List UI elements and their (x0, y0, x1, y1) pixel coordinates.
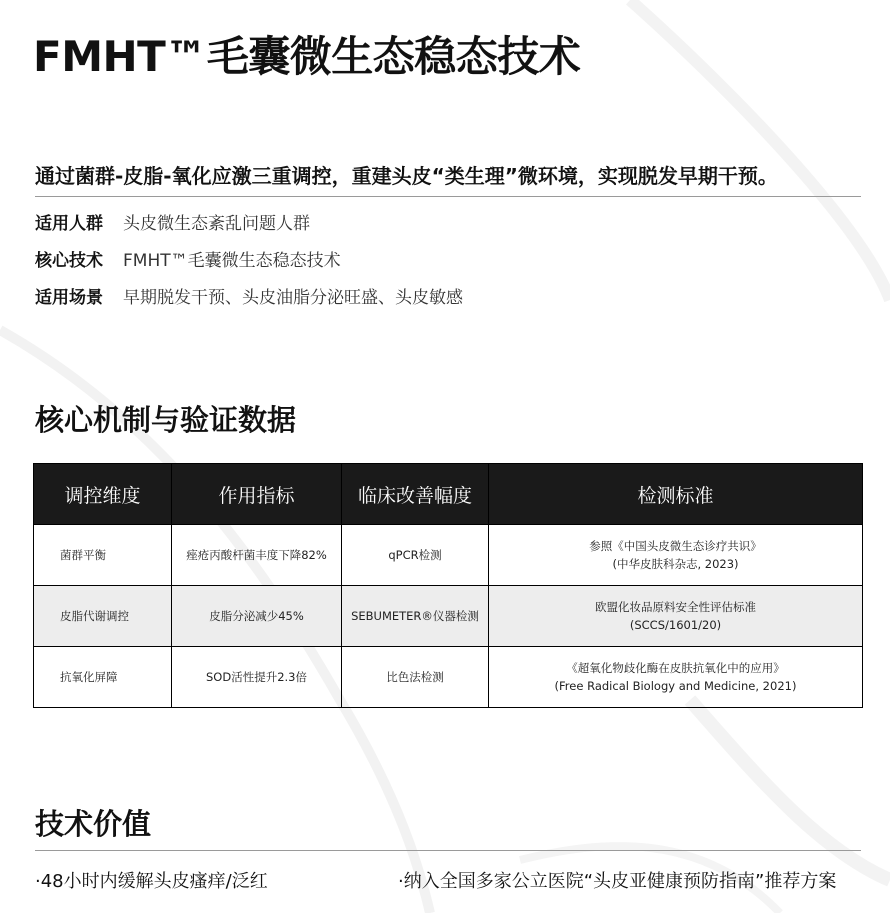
info-value: 头皮微生态紊乱问题人群 (123, 214, 310, 234)
table-row (34, 586, 863, 647)
info-value: FMHT™毛囊微生态稳态技术 (123, 251, 341, 271)
dimension-cell: 菌群平衡 (34, 525, 172, 586)
dimension-cell: 皮脂代谢调控 (34, 586, 172, 647)
info-row-scenario (35, 283, 463, 308)
standard-source: (Free Radical Biology and Medicine, 2021) (554, 679, 797, 693)
method-cell: SEBUMETER®仪器检测 (342, 586, 489, 647)
tagline: 通过菌群-皮脂-氧化应激三重调控，重建头皮“类生理”微环境，实现脱发早期干预。 (35, 160, 861, 197)
table-row (34, 647, 863, 708)
method-cell: 比色法检测 (342, 647, 489, 708)
dimension-cell: 抗氧化屏障 (34, 647, 172, 708)
mechanism-table (33, 463, 863, 708)
value-item: ·纳入全国多家公立医院“头皮亚健康预防指南”推荐方案 (398, 871, 837, 892)
info-row-core-tech (35, 246, 341, 271)
indicator-cell: SOD活性提升2.3倍 (172, 647, 342, 708)
table-row (34, 525, 863, 586)
info-label: 核心技术 (35, 251, 103, 271)
section-divider (35, 850, 861, 851)
method-cell: qPCR检测 (342, 525, 489, 586)
value-item: ·48小时内缓解头皮瘙痒/泛红 (35, 871, 268, 892)
mechanism-heading: 核心机制与验证数据 (35, 403, 297, 437)
column-header: 检测标准 (489, 464, 863, 525)
standard-source: (SCCS/1601/20) (629, 618, 722, 632)
standard-line: 参照《中国头皮微生态诊疗共识》 (589, 539, 762, 553)
value-heading: 技术价值 (35, 807, 152, 841)
standard-source: (中华皮肤科杂志, 2023) (612, 557, 739, 571)
column-header: 作用指标 (172, 464, 342, 525)
standard-line: 《超氧化物歧化酶在皮肤抗氧化中的应用》 (566, 661, 785, 675)
info-label: 适用场景 (35, 288, 103, 308)
standard-cell (489, 586, 863, 647)
standard-cell (489, 647, 863, 708)
indicator-cell: 痤疮丙酸杆菌丰度下降82% (172, 525, 342, 586)
table-header-row (34, 464, 863, 525)
info-row-audience (35, 209, 310, 234)
info-value: 早期脱发干预、头皮油脂分泌旺盛、头皮敏感 (123, 288, 463, 308)
indicator-cell: 皮脂分泌减少45% (172, 586, 342, 647)
column-header: 临床改善幅度 (342, 464, 489, 525)
info-label: 适用人群 (35, 214, 103, 234)
standard-cell (489, 525, 863, 586)
standard-line: 欧盟化妆品原料安全性评估标准 (595, 600, 756, 614)
page-title: FMHT™毛囊微生态稳态技术 (33, 32, 581, 81)
column-header: 调控维度 (34, 464, 172, 525)
